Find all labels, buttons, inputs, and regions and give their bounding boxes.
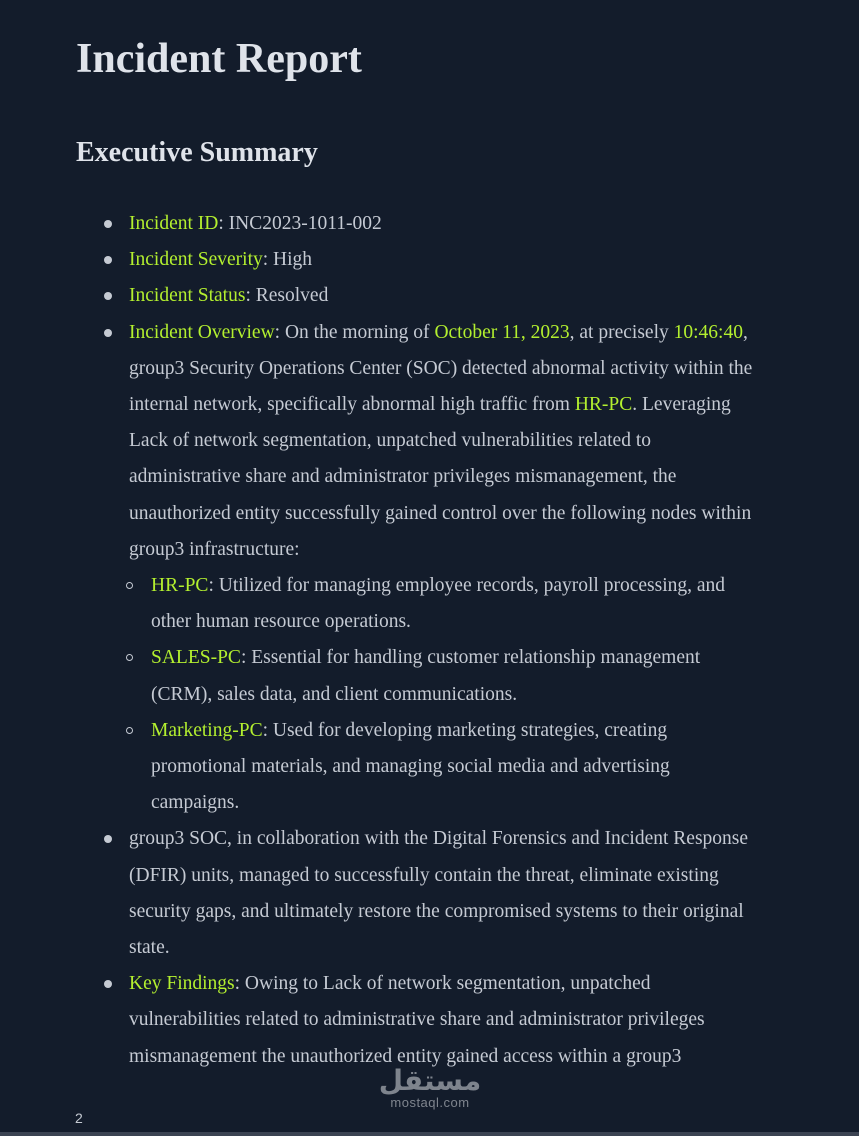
list-item-incident-status: [129, 278, 759, 314]
page-number: 2: [75, 1110, 83, 1126]
node-description: : Essential for handling customer relationship management (CRM), sales data, and client communications.: [151, 647, 701, 705]
list-item-node-marketing-pc: [151, 713, 759, 822]
list-item-node-sales-pc: [151, 640, 759, 712]
node-label: SALES-PC: [151, 647, 241, 669]
incident-severity-value: : High: [262, 249, 313, 271]
overview-date: October 11, 2023: [434, 321, 570, 343]
incident-severity-label: Incident Severity: [129, 249, 263, 271]
list-item-node-hr-pc: [151, 568, 759, 640]
soc-response-text: group3 SOC, in collaboration with the Digital Forensics and Incident Response (DFIR) units, managed to successfully contain the threat, eliminate existing security gaps, and ultimately restore the compromised systems to their original state.: [129, 828, 749, 959]
list-item-incident-severity: [129, 242, 759, 278]
summary-body: [0, 206, 859, 1075]
summary-list: [0, 206, 759, 1075]
incident-id-label: Incident ID: [129, 213, 219, 234]
section-title: Executive Summary: [76, 137, 318, 168]
overview-host: HR-PC: [574, 394, 633, 416]
watermark-text: mostaql.com: [390, 1095, 470, 1110]
key-findings-text: : Owing to Lack of network segmentation, unpatched vulnerabilities related to administrative share and administrator privileges mismanagement the unauthorized entity gained access within a group3: [129, 973, 705, 1067]
list-item-key-findings: [129, 966, 759, 1075]
incident-id-value: : INC2023-1011-002: [218, 213, 382, 234]
overview-text-1: : On the morning of: [274, 321, 435, 343]
overview-text-3: , group3 Security Operations Center (SOC) detected abnormal activity within the internal network, specifically abnormal high traffic from: [129, 321, 753, 416]
page-title: Incident Report: [76, 36, 362, 82]
node-label: HR-PC: [151, 575, 209, 597]
overview-time: 10:46:40: [673, 321, 743, 343]
overview-text-2: , at precisely: [569, 321, 674, 343]
list-item-soc-response: [129, 821, 759, 966]
watermark: [374, 1066, 486, 1110]
list-item-incident-overview: [129, 315, 759, 822]
node-description: : Used for developing marketing strategies, creating promotional materials, and managing social media and advertising campaigns.: [151, 719, 670, 814]
list-item-incident-id: [129, 206, 759, 242]
compromised-nodes-list: [129, 568, 759, 821]
overview-text-4: . Leveraging Lack of network segmentation, unpatched vulnerabilities related to administrative share and administrator privileges mismanagement, the unauthorized entity successfully gained control over the following nodes within group3 infrastructure:: [129, 394, 752, 560]
page-bottom-divider: [0, 1132, 859, 1136]
node-description: : Utilized for managing employee records, payroll processing, and other human resource operations.: [151, 575, 726, 633]
incident-status-value: : Resolved: [245, 285, 329, 307]
key-findings-label: Key Findings: [129, 973, 235, 995]
incident-status-label: Incident Status: [129, 285, 246, 307]
node-label: Marketing-PC: [151, 719, 263, 741]
incident-overview-label: Incident Overview: [129, 321, 275, 343]
watermark-logo: مستقل: [378, 1064, 482, 1097]
